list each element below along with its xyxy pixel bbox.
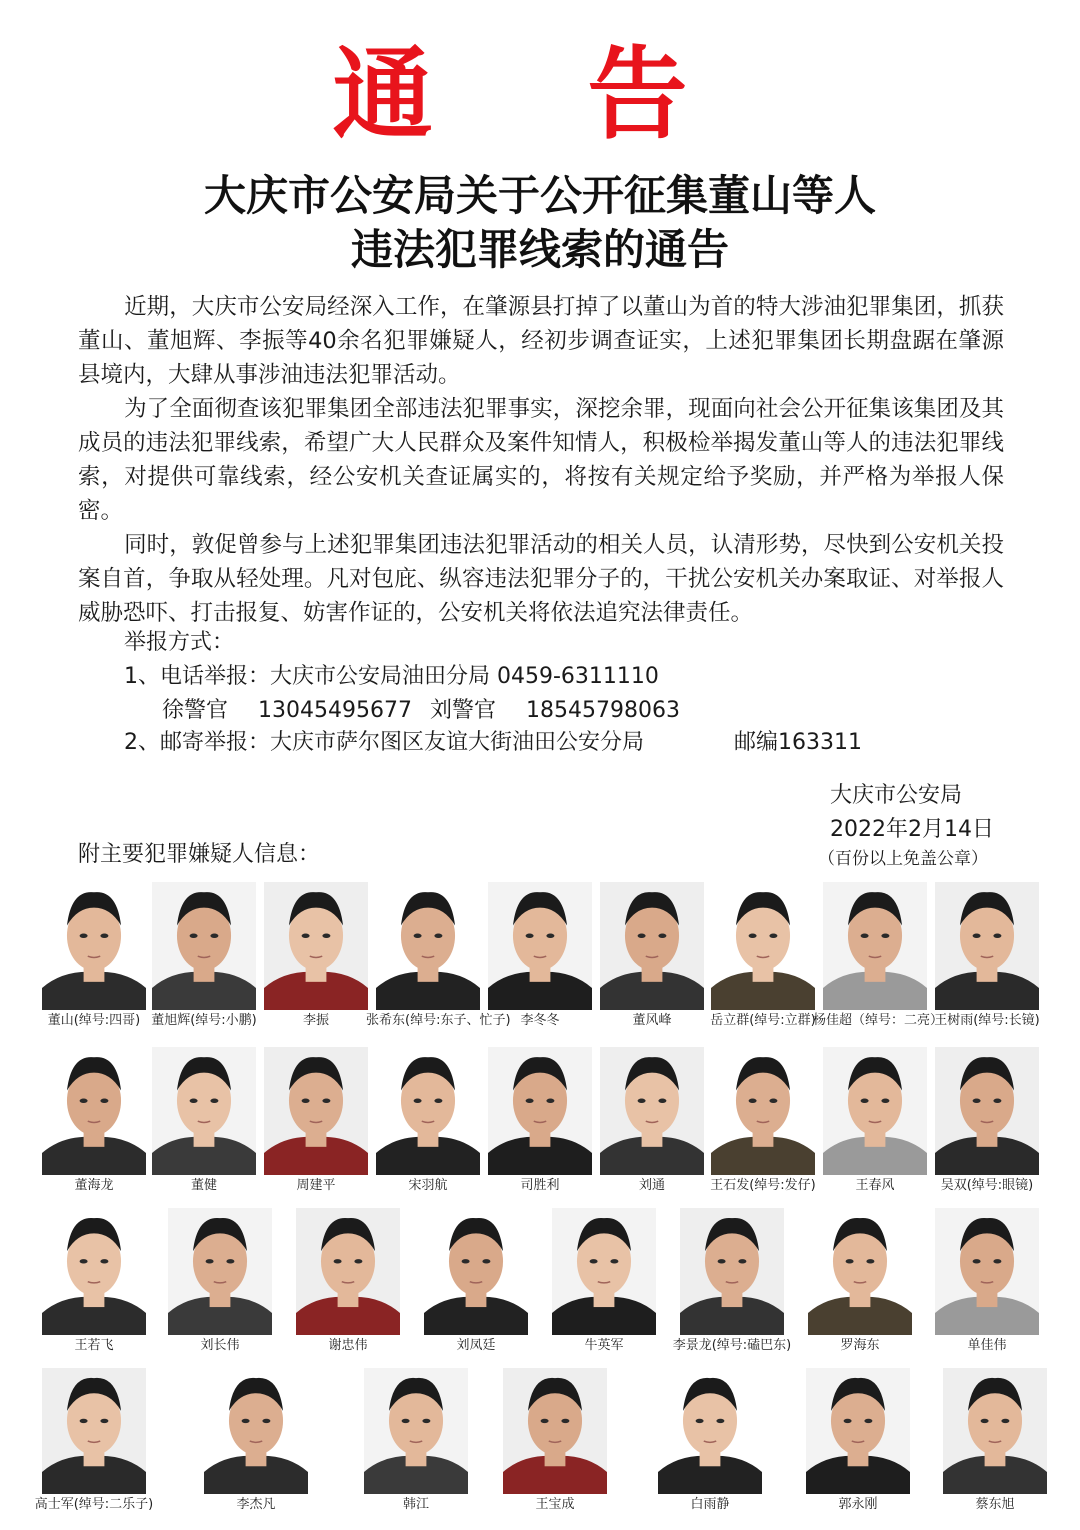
suspect-card [935, 1047, 1039, 1195]
suspect-name: 李冬冬 [520, 1013, 560, 1028]
suspect-portrait [503, 1368, 607, 1494]
suspect-card [600, 1047, 704, 1195]
suspect-portrait [711, 882, 815, 1010]
suspect-name: 刘凤廷 [456, 1338, 496, 1353]
suspect-card [808, 1208, 912, 1355]
officer-2-name: 刘警官 [430, 698, 497, 723]
contact-phone-line: 1、电话举报：大庆市公安局油田分局 0459-6311110 [124, 664, 659, 689]
suspect-name: 李振 [302, 1013, 329, 1028]
officer-1-name: 徐警官 [162, 698, 229, 723]
suspect-portrait [658, 1368, 762, 1494]
suspect-card [424, 1208, 528, 1355]
suspect-card [552, 1208, 656, 1355]
suspect-name: 李景龙(绰号:磕巴东) [672, 1338, 792, 1353]
suspect-portrait [42, 1208, 146, 1335]
suspect-portrait [364, 1368, 468, 1494]
suspect-name: 吴双(绰号:眼镜) [940, 1178, 1034, 1193]
paragraph-1-text: 近期，大庆市公安局经深入工作，在肇源县打掉了以董山为首的特大涉油犯罪集团，抓获董山、董旭辉、李振等40余名犯罪嫌疑人，经初步调查证实，上述犯罪集团长期盘踞在肇源县境内，大肆从事涉油违法犯罪活动。 [78, 294, 1004, 388]
suspect-name: 宋羽航 [408, 1178, 448, 1193]
suspect-portrait [806, 1368, 910, 1494]
suspect-portrait [600, 1047, 704, 1175]
suspect-portrait [204, 1368, 308, 1494]
suspect-card [366, 882, 511, 1030]
contact-mail-line: 2、邮寄举报：大庆市萨尔图区友谊大街油田公安分局 [124, 730, 644, 755]
suspect-portrait [600, 882, 704, 1010]
notice-subtitle-line2: 违法犯罪线索的通告 [350, 225, 729, 274]
suspect-card [672, 1208, 792, 1355]
suspect-name: 张希东(绰号:东子、忙子) [366, 1013, 511, 1028]
suspect-portrait [808, 1208, 912, 1335]
suspect-card [42, 882, 146, 1030]
suspect-card [376, 1047, 480, 1195]
suspect-card [711, 1047, 815, 1195]
suspect-card [711, 882, 815, 1030]
suspect-name: 罗海东 [840, 1338, 880, 1353]
suspect-portrait [42, 882, 146, 1010]
suspect-card [264, 1047, 368, 1195]
suspects-heading: 附主要犯罪嫌疑人信息： [78, 842, 321, 867]
suspect-portrait [376, 1047, 480, 1175]
paragraph-2 [78, 392, 1004, 528]
signature-note: （百份以上免盖公章） [818, 849, 988, 869]
suspect-card [600, 882, 704, 1030]
suspect-card [935, 1208, 1039, 1355]
suspect-card [42, 1047, 146, 1195]
suspect-portrait [935, 882, 1039, 1010]
suspect-portrait [823, 1047, 927, 1175]
suspect-name: 杨佳超（绰号：二亮） [813, 1013, 944, 1028]
suspect-portrait [935, 1208, 1039, 1335]
suspect-portrait [376, 882, 480, 1010]
suspect-portrait [152, 1047, 256, 1175]
suspect-portrait [711, 1047, 815, 1175]
paragraph-3-text: 同时，敦促曾参与上述犯罪集团违法犯罪活动的相关人员，认清形势，尽快到公安机关投案自首，争取从轻处理。凡对包庇、纵容违法犯罪分子的，干扰公安机关办案取证、对举报人威胁恐吓、打击报复、妨害作证的，公安机关将依法追究法律责任。 [78, 532, 1004, 626]
suspect-name: 韩江 [402, 1497, 429, 1512]
suspect-name: 王石发(绰号:发仔) [710, 1178, 816, 1193]
suspect-portrait [552, 1208, 656, 1335]
suspect-card [42, 1208, 146, 1355]
suspect-portrait [264, 882, 368, 1010]
suspect-portrait [42, 1047, 146, 1175]
suspect-name: 王若飞 [74, 1338, 114, 1353]
paragraph-1 [78, 290, 1004, 392]
suspect-portrait [935, 1047, 1039, 1175]
suspect-card [823, 1047, 927, 1195]
notice-subtitle-line1: 大庆市公安局关于公开征集董山等人 [203, 171, 876, 220]
officer-2-phone: 18545798063 [526, 698, 680, 723]
contact-postcode: 邮编163311 [734, 730, 862, 755]
suspect-portrait [488, 882, 592, 1010]
suspect-portrait [488, 1047, 592, 1175]
suspect-name: 董海龙 [74, 1178, 114, 1193]
suspect-portrait [152, 882, 256, 1010]
suspect-portrait [680, 1208, 784, 1335]
suspect-name: 高士军(绰号:二乐子) [34, 1497, 154, 1512]
suspect-card [152, 1047, 256, 1195]
suspect-portrait [424, 1208, 528, 1335]
suspect-portrait [823, 882, 927, 1010]
suspect-name: 单佳伟 [967, 1338, 1007, 1353]
suspect-card [935, 882, 1039, 1030]
suspect-card [364, 1368, 468, 1514]
suspect-name: 王树雨(绰号:长镜) [934, 1013, 1040, 1028]
suspect-name: 周建平 [296, 1178, 336, 1193]
suspect-name: 牛英军 [584, 1338, 624, 1353]
suspect-card [813, 882, 944, 1030]
suspect-name: 董风峰 [632, 1013, 672, 1028]
suspect-card [488, 882, 592, 1030]
suspect-name: 王宝成 [535, 1497, 575, 1512]
suspect-name: 岳立群(绰号:立群) [710, 1013, 816, 1028]
suspect-portrait [943, 1368, 1047, 1494]
officer-1-phone: 13045495677 [258, 698, 412, 723]
suspect-card [204, 1368, 308, 1514]
suspect-card [503, 1368, 607, 1514]
suspect-name: 蔡东旭 [975, 1497, 1015, 1512]
suspect-name: 董健 [190, 1178, 217, 1193]
suspect-card [488, 1047, 592, 1195]
signature-org: 大庆市公安局 [830, 783, 963, 808]
suspect-card [152, 882, 256, 1030]
suspect-name: 董山(绰号:四哥) [47, 1013, 141, 1028]
suspect-name: 刘通 [638, 1178, 665, 1193]
suspect-name: 司胜利 [520, 1178, 560, 1193]
suspect-portrait [296, 1208, 400, 1335]
suspect-name: 董旭辉(绰号:小鹏) [151, 1013, 257, 1028]
suspect-name: 刘长伟 [200, 1338, 240, 1353]
suspect-card [168, 1208, 272, 1355]
suspect-name: 白雨静 [690, 1497, 730, 1512]
suspect-card [296, 1208, 400, 1355]
suspect-portrait [42, 1368, 146, 1494]
suspect-card [34, 1368, 154, 1514]
paragraph-2-text: 为了全面彻查该犯罪集团全部违法犯罪事实，深挖余罪，现面向社会公开征集该集团及其成员的违法犯罪线索，希望广大人民群众及案件知情人，积极检举揭发董山等人的违法犯罪线索，对提供可靠线索，经公安机关查证属实的，将按有关规定给予奖励，并严格为举报人保密。 [78, 396, 1004, 524]
contact-heading: 举报方式： [124, 630, 235, 655]
suspect-card [264, 882, 368, 1030]
suspect-portrait [264, 1047, 368, 1175]
suspect-name: 郭永刚 [838, 1497, 878, 1512]
signature-date: 2022年2月14日 [830, 817, 994, 842]
suspect-card [658, 1368, 762, 1514]
suspect-card [806, 1368, 910, 1514]
suspect-card [943, 1368, 1047, 1514]
suspect-portrait [168, 1208, 272, 1335]
notice-title: 通 告 [332, 36, 748, 153]
suspect-name: 李杰凡 [236, 1497, 276, 1512]
suspect-name: 王春风 [855, 1178, 895, 1193]
paragraph-3 [78, 528, 1004, 630]
suspect-name: 谢忠伟 [328, 1338, 368, 1353]
